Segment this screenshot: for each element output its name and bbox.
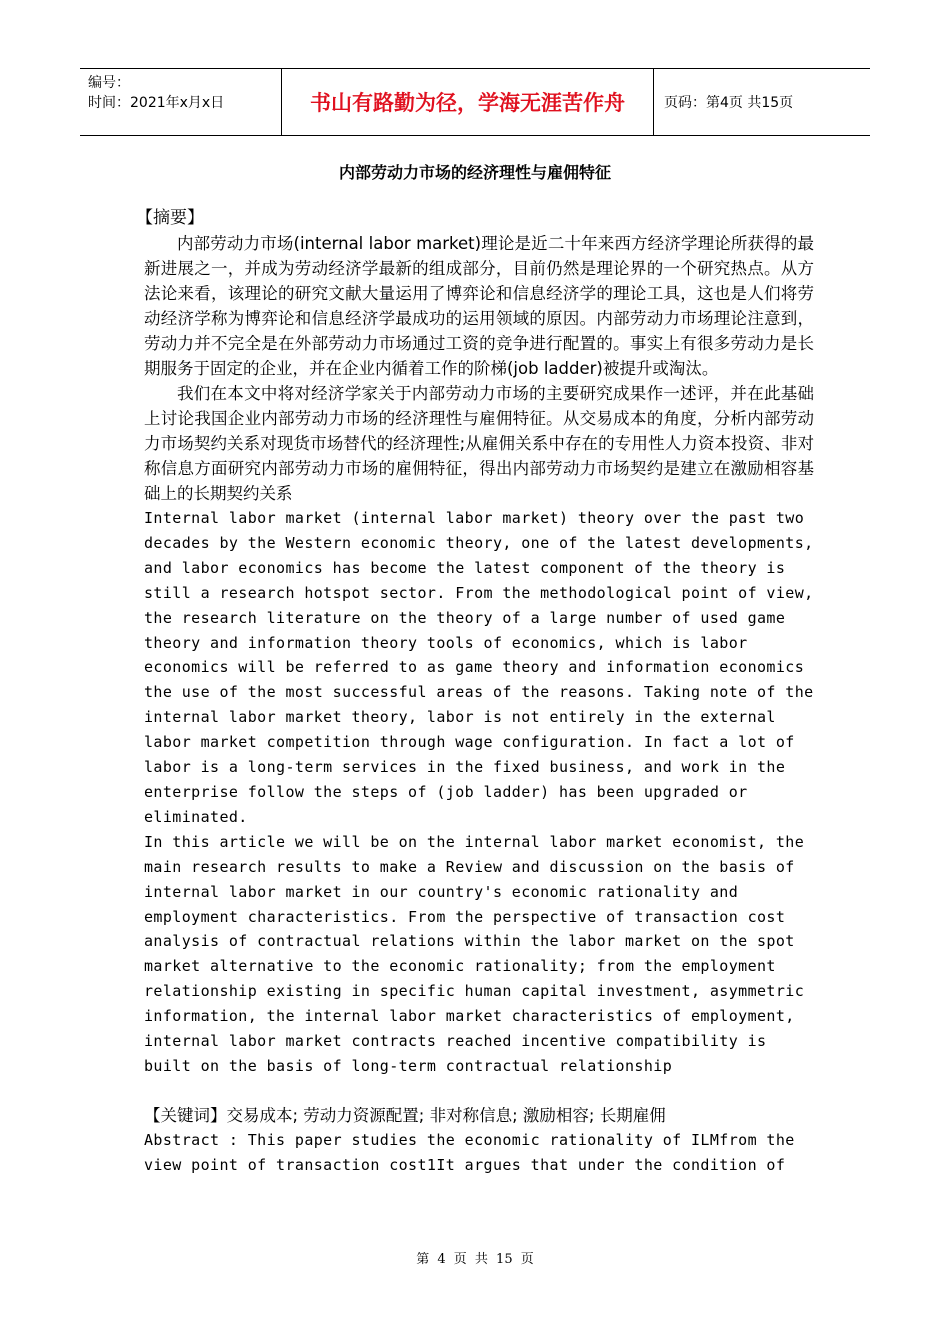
chinese-paragraph: 我们在本文中将对经济学家关于内部劳动力市场的主要研究成果作一述评，并在此基础上讨论我国企业内部劳动力市场的经济理性与雇佣特征。从交易成本的角度，分析内部劳动力市场契约关系对现货市场替代的经济理性;从雇佣关系中存在的专用性人力资本投资、非对称信息方面研究内部劳动力市场的雇佣特征，得出内部劳动力市场契约是建立在激励相容基础上的长期契约关系 bbox=[144, 384, 814, 503]
header-page-info: 页码：第4页 共15页 bbox=[664, 95, 794, 111]
page-footer: 第 4 页 共 15 页 bbox=[416, 1252, 534, 1267]
document-body bbox=[136, 206, 814, 1178]
english-abstract: Abstract : This paper studies the economic rationality of ILMfrom the view point of transaction cost1It argues that under the condition of bbox=[144, 1130, 795, 1174]
chinese-paragraph: 内部劳动力市场(internal labor market)理论是近二十年来西方经济学理论所获得的最新进展之一，并成为劳动经济学最新的组成部分，目前仍然是理论界的一个研究热点。从方法论来看，该理论的研究文献大量运用了博弈论和信息经济学的理论工具，这也是人们将劳动经济学称为博弈论和信息经济学最成功的运用领域的原因。内部劳动力市场理论注意到，劳动力并不完全是在外部劳动力市场通过工资的竞争进行配置的。事实上有很多劳动力是长期服务于固定的企业，并在企业内循着工作的阶梯(job ladder)被提升或淘汰。 bbox=[144, 234, 814, 378]
header-motto: 书山有路勤为径，学海无涯苦作舟 bbox=[282, 69, 654, 135]
english-paragraph: Internal labor market (internal labor market) theory over the past two decades by the Western economic theory, one of the latest developments, and labor economics has become the latest component of the theory is still a research hotspot sector. From the methodological point of view, the research literature on the theory of a large number of used game theory and information theory tools of economics, which is labor economics will be referred to as game theory and information economics the use of the most successful areas of the reasons. Taking note of the internal labor market theory, labor is not entirely in the external labor market competition through wage configuration. In fact a lot of labor is a long-term services in the fixed business, and work in the enterprise follow the steps of (job ladder) has been upgraded or eliminated. bbox=[144, 509, 814, 826]
abstract-heading: 【摘要】 bbox=[136, 208, 204, 228]
keywords-line: 【关键词】交易成本; 劳动力资源配置; 非对称信息; 激励相容; 长期雇佣 bbox=[144, 1105, 666, 1125]
document-number-label: 编号： bbox=[88, 75, 130, 91]
document-time-label: 时间：2021年x月x日 bbox=[88, 95, 225, 111]
header-meta-cell bbox=[80, 69, 282, 135]
paragraph-spacer bbox=[144, 1079, 814, 1103]
english-paragraph: In this article we will be on the internal labor market economist, the main research results to make a Review and discussion on the basis of internal labor market in our country's economic rationality and employment characteristics. From the perspective of transaction cost analysis of contractual relations within the labor market on the spot market alternative to the economic rationality; from the employment relationship existing in specific human capital investment, asymmetric information, the internal labor market characteristics of employment, internal labor market contracts reached incentive compatibility is built on the basis of long-term contractual relationship bbox=[144, 832, 805, 1075]
header-table bbox=[80, 68, 870, 136]
document-title: 内部劳动力市场的经济理性与雇佣特征 bbox=[338, 163, 611, 182]
